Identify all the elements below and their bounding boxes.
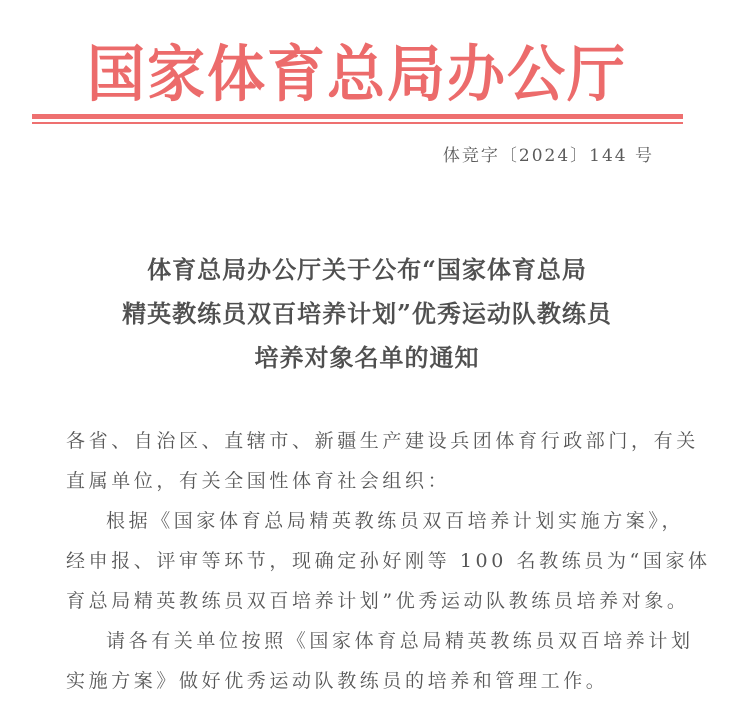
paragraph-1-line-1: 根据《国家体育总局精英教练员双百培养计划实施方案》， bbox=[106, 510, 685, 532]
letterhead-title bbox=[0, 36, 734, 112]
notice-body bbox=[66, 421, 711, 701]
letterhead-title-text: 国家体育总局办公厅 bbox=[86, 38, 627, 110]
notice-title-line-2: 精英教练员双百培养计划”优秀运动队教练员 bbox=[122, 299, 612, 328]
addressee-line-1: 各省、自治区、直辖市、新疆生产建设兵团体育行政部门，有关 bbox=[66, 430, 699, 452]
letterhead-rule-thick bbox=[32, 114, 683, 119]
notice-title-line-1: 体育总局办公厅关于公布“国家体育总局 bbox=[147, 255, 587, 284]
paragraph-1-line-2: 经申报、评审等环节，现确定孙好刚等 100 名教练员为“国家体 bbox=[66, 550, 711, 572]
notice-title-line-3: 培养对象名单的通知 bbox=[254, 343, 480, 372]
paragraph-2-line-1: 请各有关单位按照《国家体育总局精英教练员双百培养计划 bbox=[106, 630, 694, 652]
addressee-line-2: 直属单位，有关全国性体育社会组织： bbox=[66, 470, 451, 492]
notice-title bbox=[0, 248, 734, 380]
document-number: 体竞字〔2024〕144 号 bbox=[442, 146, 654, 166]
letterhead-rule-thin bbox=[32, 122, 683, 124]
paragraph-1-line-3: 育总局精英教练员双百培养计划”优秀运动队教练员培养对象。 bbox=[66, 590, 690, 612]
paragraph-2-line-2: 实施方案》做好优秀运动队教练员的培养和管理工作。 bbox=[66, 670, 609, 692]
